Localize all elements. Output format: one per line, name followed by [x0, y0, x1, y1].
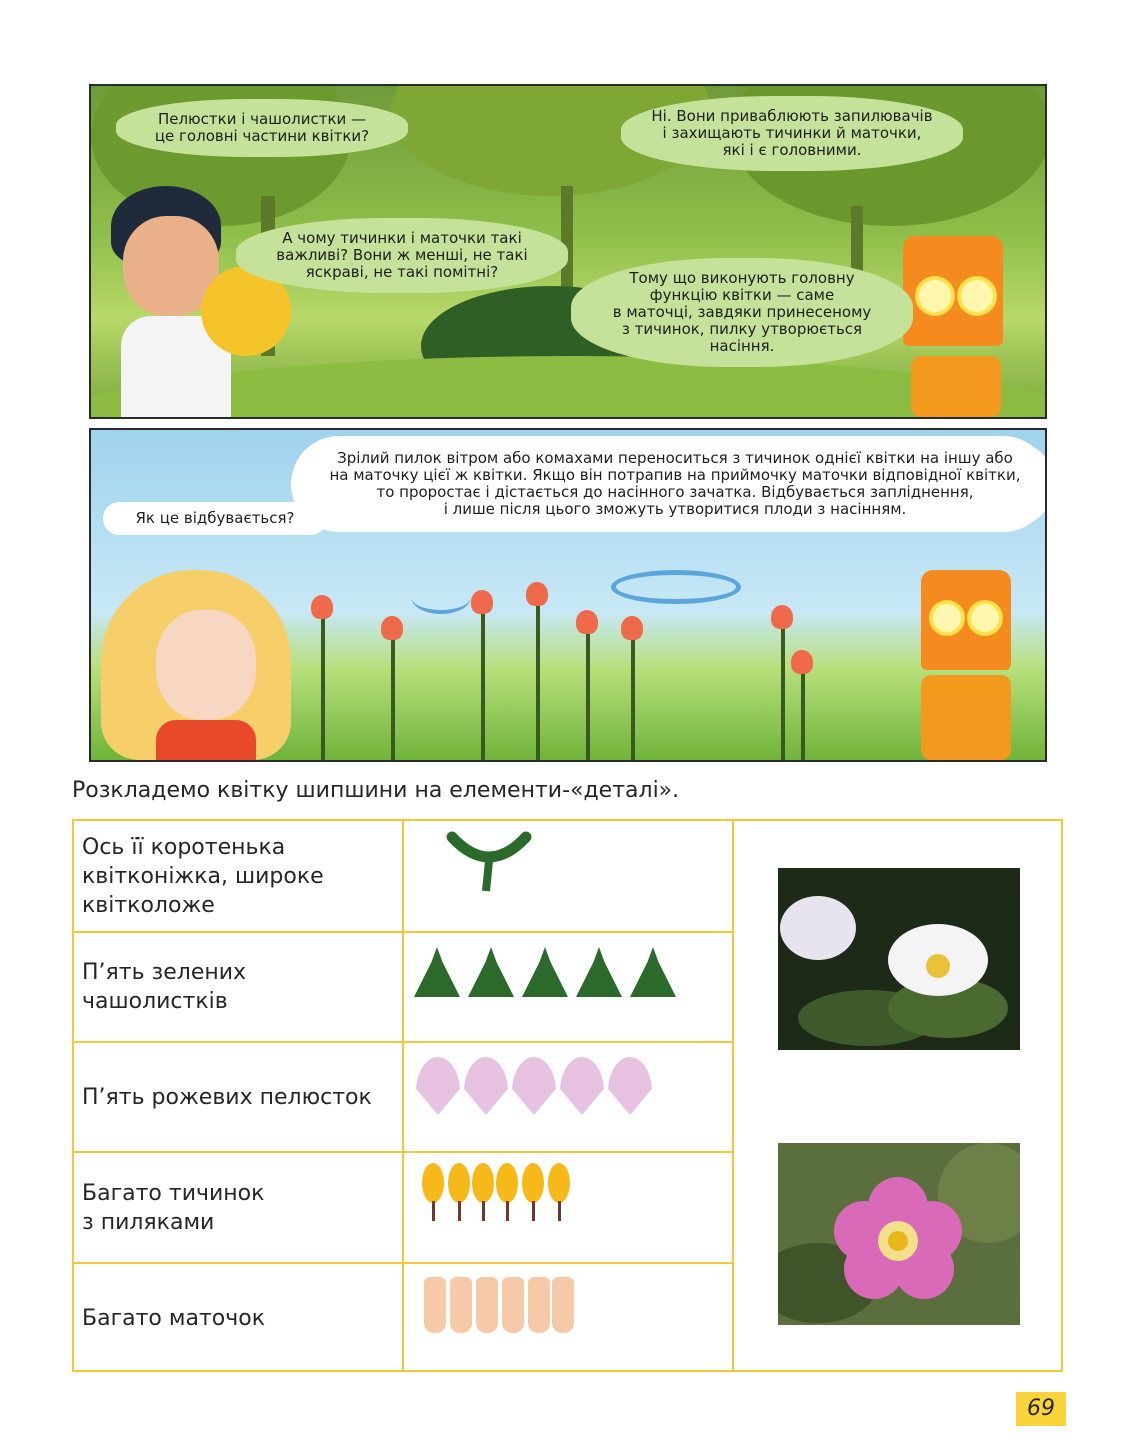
stamen-icon [448, 1163, 470, 1223]
speech-bubble-robot-long: Зрілий пилок вітром або комахами переноситься з тичинок однієї квітки на іншу або на маточку цієї ж квітки. Якщо він потрапив на приймочку маточки відповідної квітки, то проростає і дістається до насінного зачатка. Відбувається запліднення, і лише після цього зможуть утворитися плоди з насінням. [296, 442, 1047, 526]
pink-rose-photo [778, 1143, 1020, 1325]
speech-bubble-robot-1: Ні. Вони приваблюють запилювачів і захищають тичинки й маточки, які і є головними. [621, 96, 963, 171]
wind-swirl-icon [411, 580, 471, 614]
stamens-icon [422, 1163, 582, 1225]
flower-stem [781, 620, 785, 760]
table-row-label: П’ять рожевих пелюсток [82, 1084, 372, 1110]
tulip-flower [471, 590, 493, 614]
sepal-icon [414, 947, 460, 997]
pistil-icon [424, 1277, 446, 1333]
flower-stem [801, 665, 805, 760]
tulip-flower [771, 605, 793, 629]
wind-swirl-icon [611, 570, 741, 604]
sepal-icon [468, 947, 514, 997]
table-row-label: Ось її коротенька квітконіжка, широке квітколоже [82, 834, 324, 918]
petal-icon [512, 1057, 556, 1115]
pistil-icon [552, 1277, 574, 1333]
robot-body [911, 356, 1001, 417]
pistil-icon [528, 1277, 550, 1333]
flower-parts-table [72, 819, 1063, 1372]
girl-character [101, 570, 291, 760]
table-row-label: Багато маточок [82, 1305, 265, 1331]
robot-eye [957, 276, 997, 316]
petal-icon [416, 1057, 460, 1115]
speech-bubble-boy-2: А чому тичинки і маточки такі важливі? Вони ж менші, не такі яскраві, не такі помітні? [236, 218, 568, 293]
petal-icon [464, 1057, 508, 1115]
flower-stem [586, 625, 590, 760]
tulip-flower [621, 616, 643, 640]
pistils-icon [424, 1277, 584, 1337]
tulip-flower [526, 582, 548, 606]
tulip-flower [791, 650, 813, 674]
stamen-icon [472, 1163, 494, 1223]
comic-panel-meadow [89, 428, 1047, 762]
robot-body [921, 675, 1011, 760]
petal-icon [560, 1057, 604, 1115]
flower-stem [321, 610, 325, 760]
sepal-icon [630, 947, 676, 997]
flower-stem [481, 605, 485, 760]
table-row-label: Багато тичинок з пиляками [82, 1180, 265, 1235]
stamen-icon [496, 1163, 518, 1223]
flower-stem [391, 630, 395, 760]
stamen-icon [522, 1163, 544, 1223]
petal-icon [608, 1057, 652, 1115]
girl-face [156, 610, 256, 720]
sepals-icon [414, 945, 684, 1001]
pistil-icon [476, 1277, 498, 1333]
receptacle-icon [444, 829, 534, 893]
flower-stem [536, 598, 540, 760]
robot-character [891, 236, 1041, 417]
column-divider [402, 821, 404, 1370]
boy-character [101, 186, 301, 417]
petals-icon [416, 1057, 666, 1119]
table-row-label: П’ять зелених чашолистків [82, 960, 247, 1014]
girl-shirt [156, 720, 256, 760]
tulip-flower [381, 616, 403, 640]
speech-bubble-girl: Як це відбувається? [103, 502, 327, 535]
robot-eye [967, 600, 1003, 636]
sepal-icon [522, 947, 568, 997]
stamen-icon [548, 1163, 570, 1223]
speech-bubble-robot-2: Тому що виконують головну функцію квітки — саме в маточці, завдяки принесеному з тичинок, пилку утворюється насіння. [571, 258, 913, 367]
robot-eye [929, 600, 965, 636]
sepal-icon [576, 947, 622, 997]
robot-eye [915, 276, 955, 316]
column-divider [732, 821, 734, 1370]
tulip-flower [311, 595, 333, 619]
flower-stem [631, 630, 635, 760]
page-number: 69 [1016, 1392, 1066, 1426]
stamen-icon [422, 1163, 444, 1223]
pistil-icon [502, 1277, 524, 1333]
white-rose-photo [778, 868, 1020, 1050]
intro-text: Розкладемо квітку шипшини на елементи-«деталі». [72, 778, 680, 803]
tulip-flower [576, 610, 598, 634]
robot-character [881, 570, 1041, 760]
comic-panel-forest [89, 84, 1047, 419]
speech-bubble-boy-1: Пелюстки і чашолистки — це головні частини квітки? [116, 99, 408, 157]
pistil-icon [450, 1277, 472, 1333]
